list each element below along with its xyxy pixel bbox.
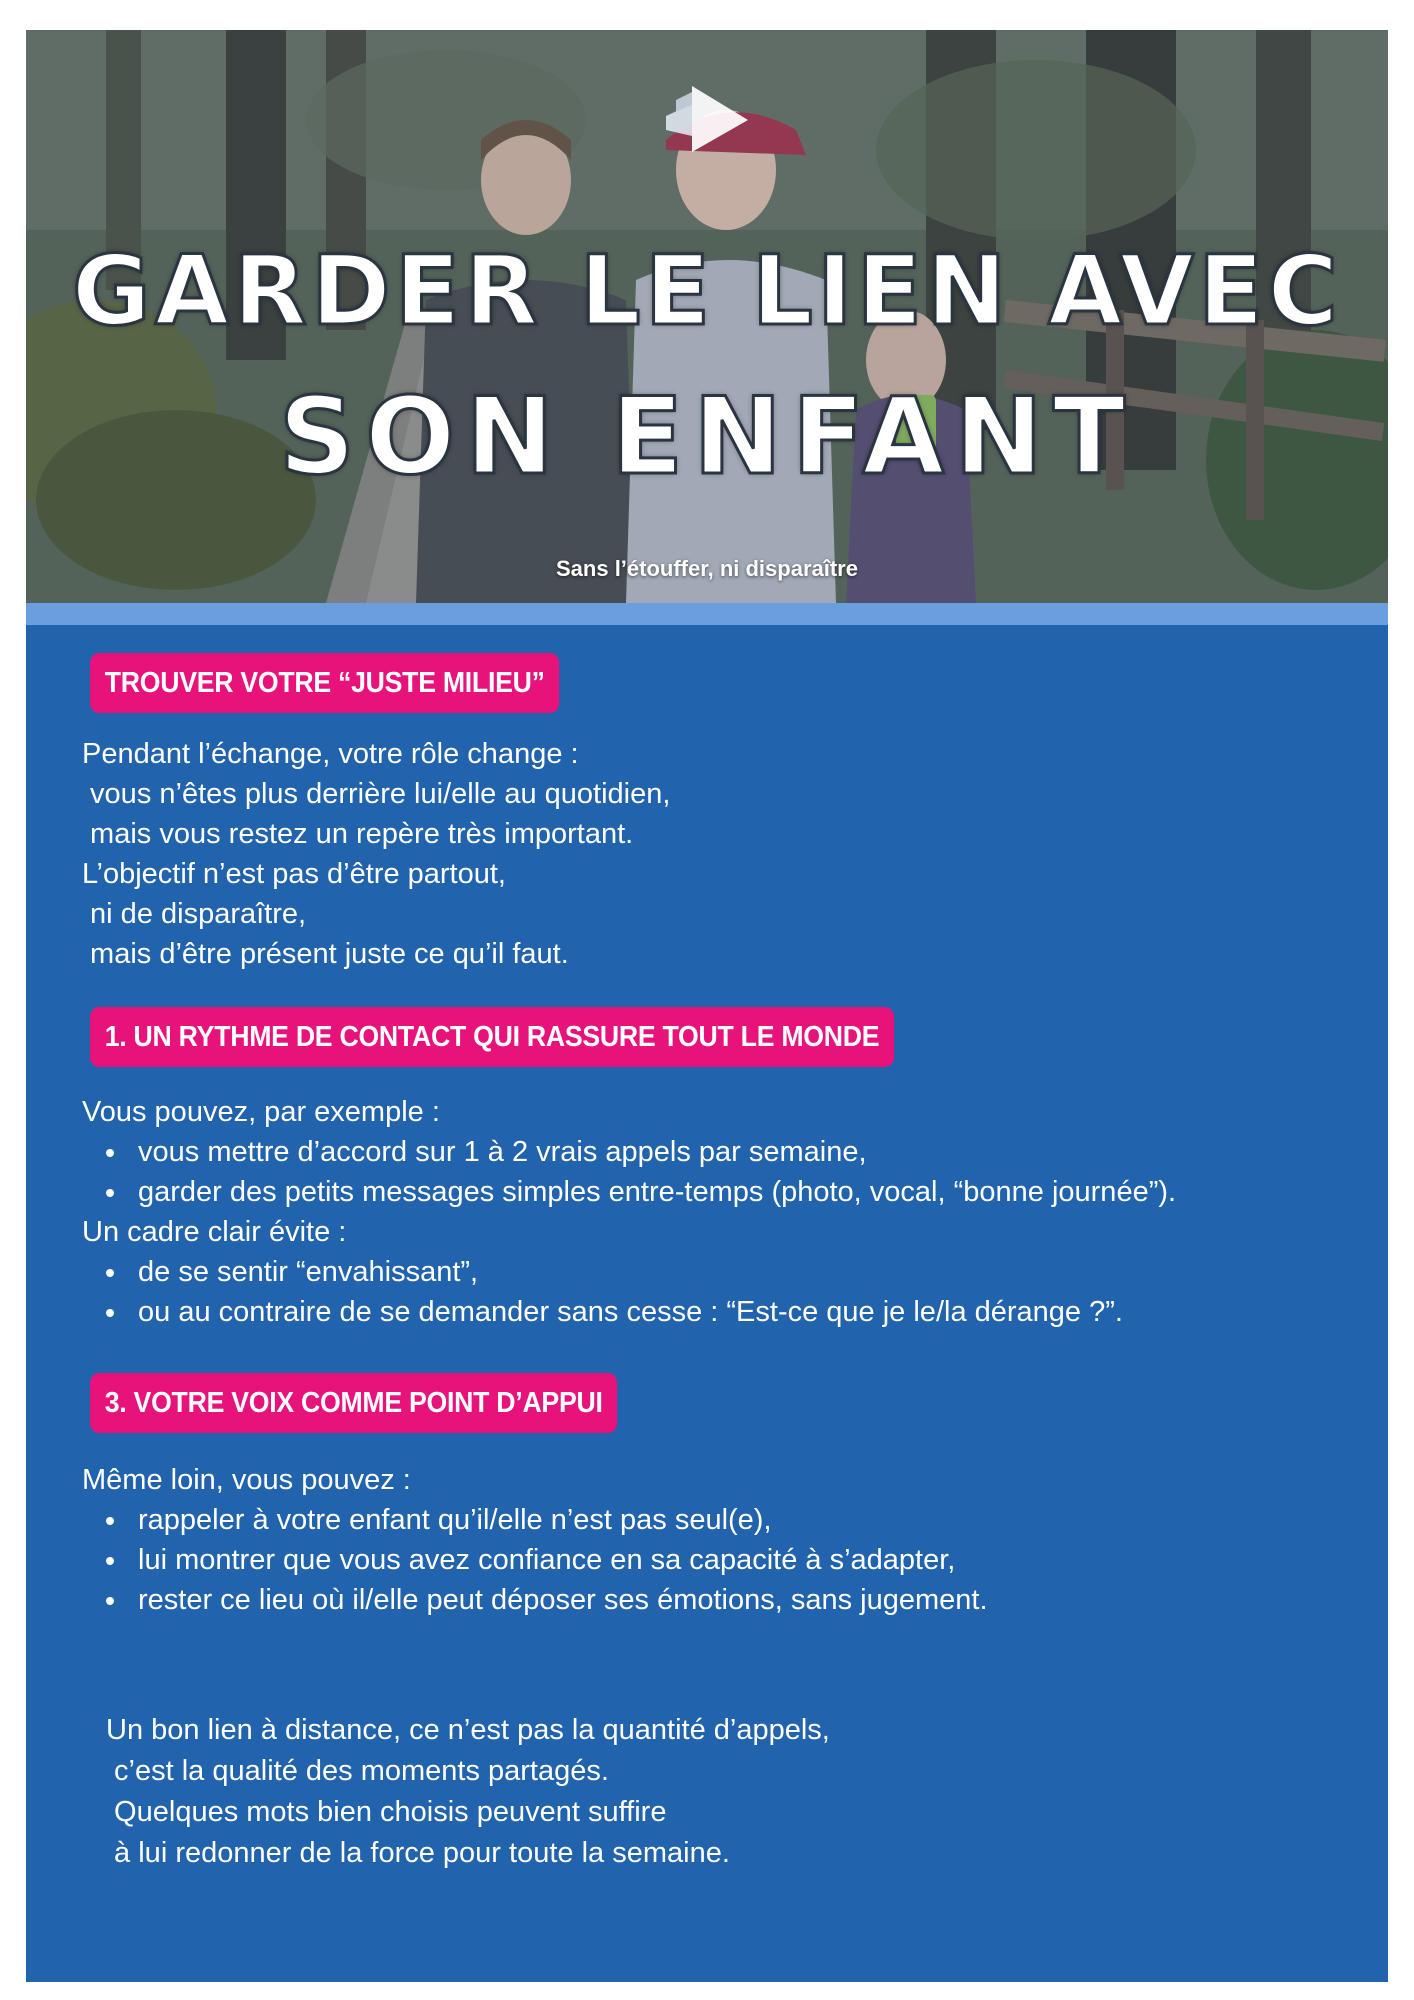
text-line: L’objectif n’est pas d’être partout,	[82, 858, 506, 890]
section3-intro	[82, 1460, 411, 1500]
section2-bullets-a	[82, 1132, 1176, 1212]
section-heading-voix-appui: 3. VOTRE VOIX COMME POINT D’APPUI	[90, 1373, 617, 1433]
closing-text	[106, 1710, 830, 1874]
list-item: rappeler à votre enfant qu’il/elle n’est pas seul(e),	[82, 1500, 988, 1540]
section3-bullets	[82, 1500, 988, 1620]
hero-title-line-1: GARDER LE LIEN AVEC	[71, 235, 1343, 347]
list-item: ou au contraire de se demander sans cesse : “Est-ce que je le/la dérange ?”.	[82, 1292, 1123, 1332]
section-heading-rythme-contact: 1. UN RYTHME DE CONTACT QUI RASSURE TOUT LE MONDE	[90, 1007, 894, 1067]
section-heading-juste-milieu: TROUVER VOTRE “JUSTE MILIEU”	[90, 653, 559, 713]
text-line: vous n’êtes plus derrière lui/elle au quotidien,	[82, 778, 671, 810]
hero-divider-band	[26, 603, 1388, 625]
text-line: Quelques mots bien choisis peuvent suffire	[106, 1796, 667, 1828]
section2-middle	[82, 1212, 346, 1252]
text-line: mais vous restez un repère très important.	[82, 818, 634, 850]
text-line: Un cadre clair évite :	[82, 1216, 347, 1248]
section2-intro	[82, 1092, 440, 1132]
play-logo-icon	[662, 80, 758, 156]
text-line: ni de disparaître,	[82, 898, 307, 930]
hero-banner	[26, 30, 1388, 603]
text-line: à lui redonner de la force pour toute la semaine.	[106, 1837, 730, 1869]
list-item: vous mettre d’accord sur 1 à 2 vrais appels par semaine,	[82, 1132, 1176, 1172]
hero-subtitle: Sans l’étouffer, ni disparaître	[556, 556, 858, 581]
list-item: rester ce lieu où il/elle peut déposer ses émotions, sans jugement.	[82, 1580, 988, 1620]
poster	[26, 30, 1388, 1982]
list-item: de se sentir “envahissant”,	[82, 1252, 1123, 1292]
text-line: c’est la qualité des moments partagés.	[106, 1755, 609, 1787]
text-line: Vous pouvez, par exemple :	[82, 1096, 440, 1128]
section2-bullets-b	[82, 1252, 1123, 1332]
text-line: Même loin, vous pouvez :	[82, 1464, 411, 1496]
text-line: mais d’être présent juste ce qu’il faut.	[82, 938, 569, 970]
list-item: lui montrer que vous avez confiance en sa capacité à s’adapter,	[82, 1540, 988, 1580]
section1-text	[82, 734, 670, 974]
text-line: Pendant l’échange, votre rôle change :	[82, 738, 579, 770]
hero-title-line-2: SON ENFANT	[278, 375, 1136, 498]
list-item: garder des petits messages simples entre-temps (photo, vocal, “bonne journée”).	[82, 1172, 1176, 1212]
text-line: Un bon lien à distance, ce n’est pas la quantité d’appels,	[106, 1714, 830, 1746]
